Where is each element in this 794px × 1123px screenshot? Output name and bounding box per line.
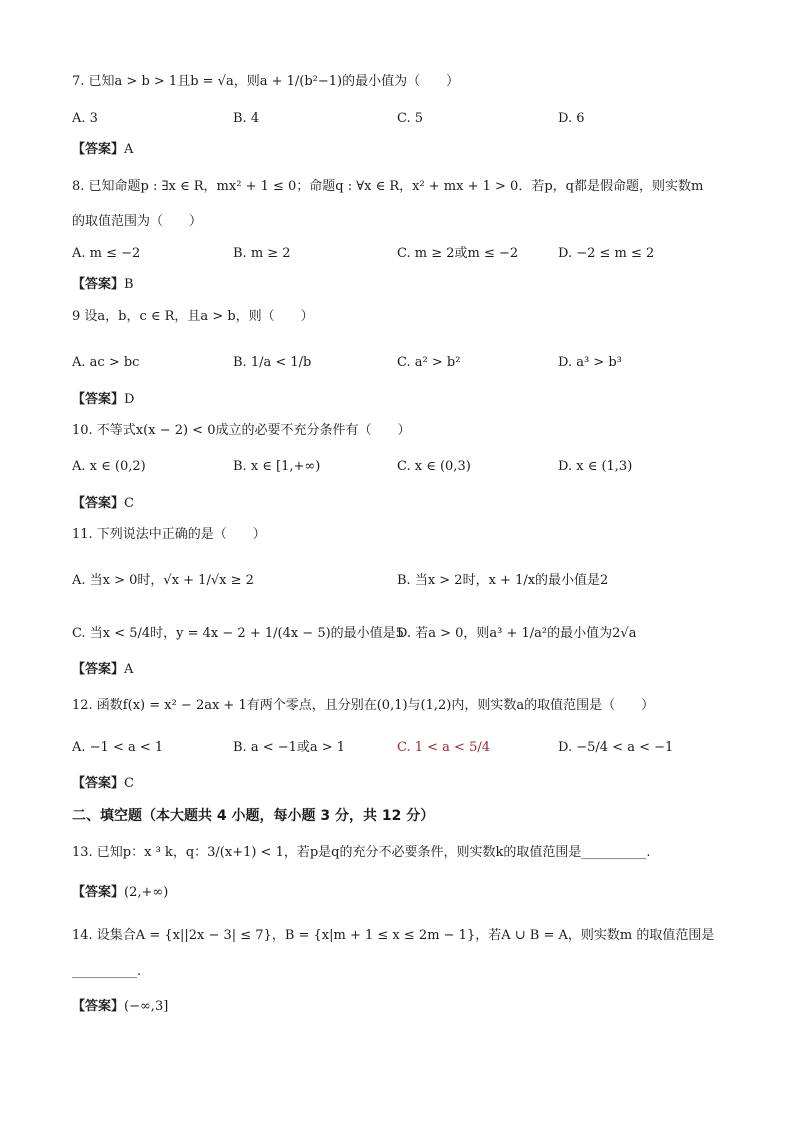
q13-answer: 【答案】(2,+∞) xyxy=(72,885,169,900)
q13-stem: 13. 已知p：x ³ k，q：3/(x+1) < 1，若p是q的充分不必要条件，则实数k的取值范围是__________. xyxy=(72,845,651,860)
q7-option-c: C. 5 xyxy=(397,111,424,126)
q8-option-c: C. m ≥ 2或m ≤ −2 xyxy=(397,246,519,261)
q12-option-b: B. a < −1或a > 1 xyxy=(233,740,346,755)
q7-answer: 【答案】A xyxy=(72,142,134,157)
q11-option-b: B. 当x > 2时，x + 1/x的最小值是2 xyxy=(397,573,609,588)
q11-option-d: D. 若a > 0，则a³ + 1/a²的最小值为2√a xyxy=(397,626,637,641)
q8-stem-cont: 的取值范围为（ ） xyxy=(72,214,203,229)
q9-option-a: A. ac > bc xyxy=(72,355,140,370)
q12-option-a: A. −1 < a < 1 xyxy=(72,740,164,755)
q8-option-b: B. m ≥ 2 xyxy=(233,246,291,261)
q14-stem: 14. 设集合A = {x||2x − 3| ≤ 7}，B = {x|m + 1 ≤ x ≤ 2m − 1}，若A ∪ B = A，则实数m 的取值范围是 xyxy=(72,928,715,943)
q14-answer: 【答案】(−∞,3] xyxy=(72,999,169,1014)
q7-option-b: B. 4 xyxy=(233,111,260,126)
q10-stem: 10. 不等式x(x − 2) < 0成立的必要不充分条件有（ ） xyxy=(72,423,411,438)
q12-option-c: C. 1 < a < 5/4 xyxy=(397,740,491,755)
q9-option-c: C. a² > b² xyxy=(397,355,461,370)
q8-answer: 【答案】B xyxy=(72,277,134,292)
q7-stem: 7. 已知a > b > 1且b = √a，则a + 1/(b²−1)的最小值为（ ） xyxy=(72,74,460,89)
q11-option-c: C. 当x < 5/4时，y = 4x − 2 + 1/(4x − 5)的最小值是5 xyxy=(72,626,404,641)
q10-option-c: C. x ∈ (0,3) xyxy=(397,459,471,474)
q10-option-d: D. x ∈ (1,3) xyxy=(558,459,633,474)
q12-option-d: D. −5/4 < a < −1 xyxy=(558,740,674,755)
q12-answer: 【答案】C xyxy=(72,776,134,791)
q10-answer: 【答案】C xyxy=(72,496,134,511)
q10-option-b: B. x ∈ [1,+∞) xyxy=(233,459,321,474)
q9-stem: 9 设a，b，c ∈ R，且a > b，则（ ） xyxy=(72,309,314,324)
q8-stem: 8. 已知命题p : ∃x ∈ R，mx² + 1 ≤ 0；命题q : ∀x ∈ R，x² + mx + 1 > 0．若p，q都是假命题，则实数m xyxy=(72,179,704,194)
q12-stem: 12. 函数f(x) = x² − 2ax + 1有两个零点，且分别在(0,1)与(1,2)内，则实数a的取值范围是（ ） xyxy=(72,698,655,713)
q10-option-a: A. x ∈ (0,2) xyxy=(72,459,146,474)
q9-answer: 【答案】D xyxy=(72,392,135,407)
q9-option-b: B. 1/a < 1/b xyxy=(233,355,312,370)
q9-option-d: D. a³ > b³ xyxy=(558,355,622,370)
section-title: 二、填空题（本大题共 4 小题，每小题 3 分，共 12 分） xyxy=(72,808,435,824)
q14-stem-cont: __________. xyxy=(72,964,142,979)
q11-stem: 11. 下列说法中正确的是（ ） xyxy=(72,527,266,542)
q8-option-d: D. −2 ≤ m ≤ 2 xyxy=(558,246,655,261)
q11-answer: 【答案】A xyxy=(72,662,134,677)
q7-option-d: D. 6 xyxy=(558,111,585,126)
q11-option-a: A. 当x > 0时，√x + 1/√x ≥ 2 xyxy=(72,573,254,588)
q8-option-a: A. m ≤ −2 xyxy=(72,246,141,261)
q7-option-a: A. 3 xyxy=(72,111,98,126)
